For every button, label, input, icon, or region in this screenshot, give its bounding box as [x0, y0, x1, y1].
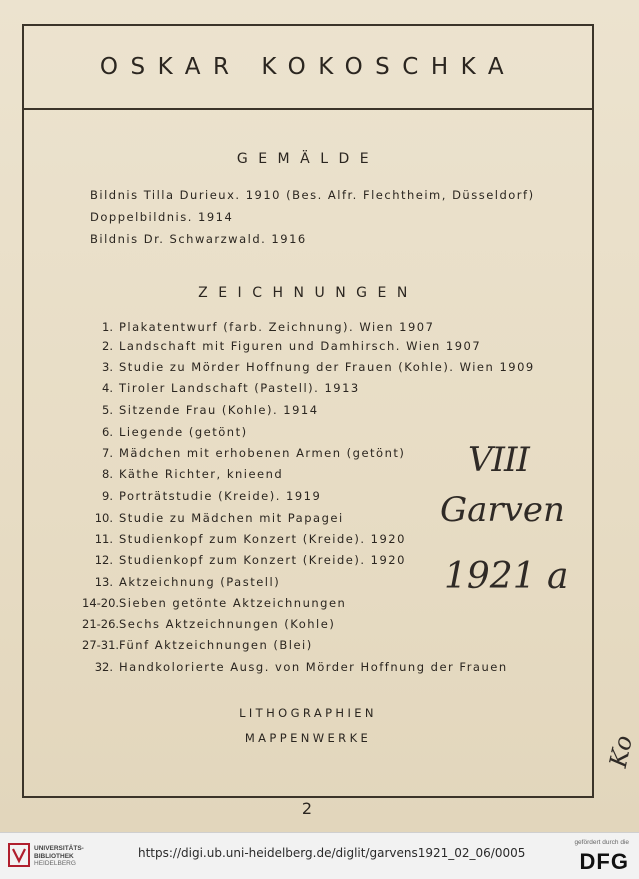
- gemaelde-heading: GEMÄLDE: [236, 151, 380, 167]
- handwritten-note: VIII: [468, 440, 529, 480]
- item-number: 7.: [102, 446, 113, 460]
- item-number: 6.: [102, 425, 113, 439]
- item-number: 1.: [102, 320, 113, 334]
- item-text: Aktzeichnung (Pastell): [119, 575, 281, 589]
- zeichnung-item: [82, 360, 535, 374]
- library-name-line: BIBLIOTHEK: [34, 852, 74, 860]
- item-text: Mädchen mit erhobenen Armen (getönt): [119, 446, 406, 460]
- item-number: 14-20.: [82, 596, 120, 610]
- zeichnung-item: [82, 575, 280, 589]
- item-text: Plakatentwurf (farb. Zeichnung). Wien 1907: [119, 320, 435, 334]
- item-number: 21-26.: [82, 617, 120, 631]
- zeichnung-item: [82, 511, 344, 525]
- item-number: 8.: [102, 467, 113, 481]
- zeichnung-item: [82, 425, 248, 439]
- item-text: Studie zu Mädchen mit Papagei: [119, 511, 344, 525]
- gemaelde-item: Bildnis Tilla Durieux. 1910 (Bes. Alfr. Flechtheim, Düsseldorf): [90, 188, 535, 202]
- item-number: 3.: [102, 360, 113, 374]
- item-number: 12.: [94, 553, 113, 567]
- zeichnung-item: [82, 553, 406, 567]
- zeichnung-item: [82, 320, 434, 334]
- zeichnung-item: [82, 446, 405, 460]
- page-title: OSKAR KOKOSCHKA: [99, 54, 517, 80]
- library-name-line: UNIVERSITÄTS-: [34, 845, 84, 852]
- item-text: Sechs Aktzeichnungen (Kohle): [119, 617, 336, 631]
- item-number: 9.: [102, 489, 113, 503]
- item-text: Käthe Richter, knieend: [119, 467, 284, 481]
- item-text: Fünf Aktzeichnungen (Blei): [119, 638, 313, 652]
- item-text: Studie zu Mörder Hoffnung der Frauen (Kohle). Wien 1909: [119, 360, 535, 374]
- library-name: [34, 845, 84, 868]
- zeichnung-item: [82, 638, 313, 652]
- handwritten-note: Garven: [440, 490, 565, 530]
- gemaelde-item: Doppelbildnis. 1914: [90, 210, 234, 224]
- handwritten-note: Ko: [604, 732, 638, 770]
- zeichnung-item: [82, 339, 481, 353]
- item-text: Sieben getönte Aktzeichnungen: [119, 596, 347, 610]
- item-number: 32.: [94, 660, 113, 674]
- viewer-footer: [0, 832, 639, 879]
- zeichnung-item: [82, 596, 346, 610]
- item-number: 2.: [102, 339, 113, 353]
- zeichnung-item: [82, 381, 360, 395]
- funding-note: gefördert durch die: [574, 839, 629, 846]
- item-number: 13.: [94, 575, 113, 589]
- item-number: 11.: [94, 532, 113, 546]
- gemaelde-item: Bildnis Dr. Schwarzwald. 1916: [90, 232, 307, 246]
- zeichnung-item: [82, 489, 321, 503]
- lithographien-heading: LITHOGRAPHIEN: [239, 706, 377, 720]
- permalink-url[interactable]: https://digi.ub.uni-heidelberg.de/diglit/garvens1921_02_06/0005: [138, 846, 526, 860]
- handwritten-note: 1921 a: [444, 556, 569, 597]
- title-band: [24, 26, 592, 110]
- item-number: 4.: [102, 381, 113, 395]
- zeichnung-item: [82, 467, 283, 481]
- zeichnungen-heading: ZEICHNUNGEN: [198, 285, 418, 301]
- library-name-line: HEIDELBERG: [34, 860, 76, 867]
- zeichnung-item: [82, 617, 335, 631]
- page-frame: [22, 24, 594, 798]
- mappenwerke-heading: MAPPENWERKE: [244, 731, 372, 745]
- item-text: Liegende (getönt): [119, 425, 248, 439]
- university-library-logo-icon: [8, 841, 30, 869]
- item-number: 27-31.: [82, 638, 120, 652]
- item-text: Studienkopf zum Konzert (Kreide). 1920: [119, 553, 406, 567]
- item-number: 10.: [94, 511, 113, 525]
- page-number: 2: [301, 799, 313, 818]
- item-number: 5.: [102, 403, 113, 417]
- item-text: Tiroler Landschaft (Pastell). 1913: [119, 381, 360, 395]
- zeichnung-item: [82, 660, 508, 674]
- item-text: Porträtstudie (Kreide). 1919: [119, 489, 322, 503]
- dfg-logo: DFG: [579, 849, 629, 874]
- zeichnung-item: [82, 532, 406, 546]
- item-text: Studienkopf zum Konzert (Kreide). 1920: [119, 532, 406, 546]
- zeichnung-item: [82, 403, 319, 417]
- item-text: Handkolorierte Ausg. von Mörder Hoffnung der Frauen: [119, 660, 508, 674]
- item-text: Landschaft mit Figuren und Damhirsch. Wien 1907: [119, 339, 482, 353]
- item-text: Sitzende Frau (Kohle). 1914: [119, 403, 319, 417]
